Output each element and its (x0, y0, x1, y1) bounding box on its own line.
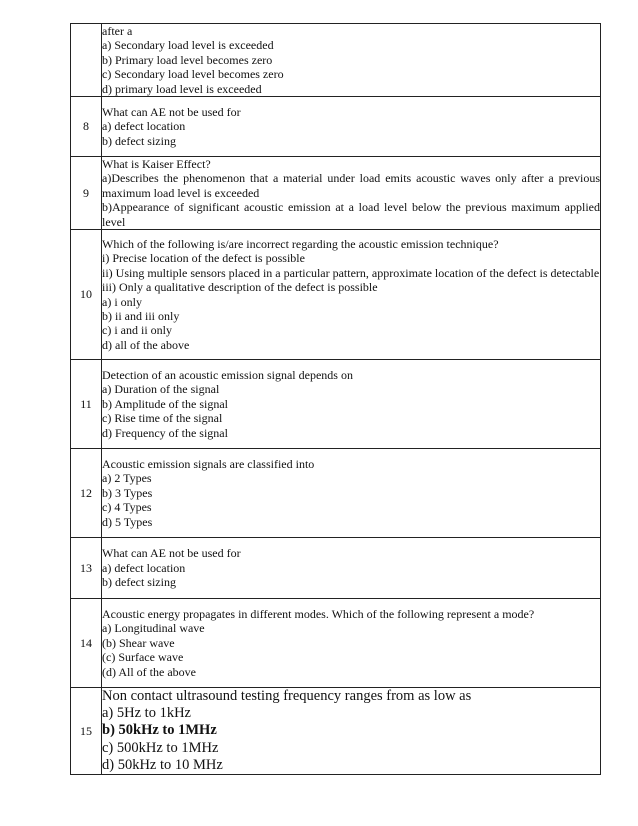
option-d: d) 50kHz to 10 MHz (102, 756, 223, 773)
question-text: Acoustic energy propagates in different modes. Which of the following represent a mode? (102, 607, 535, 622)
question-text: Acoustic emission signals are classified into (102, 457, 315, 472)
question-text: What is Kaiser Effect? (102, 157, 211, 172)
question-cell (102, 688, 601, 775)
table-row (71, 449, 601, 538)
option-c: c) i and ii only (102, 323, 172, 338)
question-number: 8 (71, 97, 102, 157)
question-number: 14 (71, 599, 102, 688)
option-b: b)Appearance of significant acoustic emission at a load level below the previous maximum applied level (102, 200, 600, 229)
option-b: b) 3 Types (102, 485, 153, 500)
table-row (71, 157, 601, 230)
question-table (70, 23, 601, 775)
question-number: 13 (71, 538, 102, 599)
option-a: a) Secondary load level is exceeded (102, 38, 274, 53)
option-b: (b) Shear wave (102, 635, 175, 650)
table-row (71, 599, 601, 688)
option-c: c) 500kHz to 1MHz (102, 739, 219, 756)
option-d: d) Frequency of the signal (102, 425, 228, 440)
option-a: a) 2 Types (102, 471, 152, 486)
table-row (71, 24, 601, 97)
statement-ii: ii) Using multiple sensors placed in a particular pattern, approximate location of the defect is detectable (102, 265, 600, 280)
question-cell (102, 449, 601, 538)
option-b: b) ii and iii only (102, 308, 180, 323)
option-c: c) Secondary load level becomes zero (102, 67, 284, 82)
question-number: 12 (71, 449, 102, 538)
statement-i: i) Precise location of the defect is possible (102, 251, 305, 266)
question-cell (102, 24, 601, 97)
statement-iii: iii) Only a qualitative description of the defect is possible (102, 280, 378, 295)
option-b: b) defect sizing (102, 575, 176, 590)
question-number: 15 (71, 688, 102, 775)
option-d: d) 5 Types (102, 514, 153, 529)
question-text: Detection of an acoustic emission signal depends on (102, 368, 353, 383)
option-a: a) Duration of the signal (102, 382, 220, 397)
option-a: a) i only (102, 294, 142, 309)
option-b: b) Amplitude of the signal (102, 396, 228, 411)
question-number: 11 (71, 360, 102, 449)
option-a: a)Describes the phenomenon that a material under load emits acoustic waves only after a previous maximum load level is exceeded (102, 171, 600, 200)
question-number (71, 24, 102, 97)
option-d: d) all of the above (102, 337, 190, 352)
option-a: a) defect location (102, 560, 186, 575)
question-cell (102, 599, 601, 688)
option-d: d) primary load level is exceeded (102, 81, 262, 96)
question-number: 10 (71, 230, 102, 360)
question-text: Which of the following is/are incorrect regarding the acoustic emission technique? (102, 236, 499, 251)
question-text: Non contact ultrasound testing frequency ranges from as low as (102, 688, 472, 705)
question-text: after a (102, 24, 133, 38)
table-row (71, 360, 601, 449)
table-row (71, 688, 601, 775)
option-a: a) defect location (102, 119, 186, 134)
question-text: What can AE not be used for (102, 104, 241, 119)
question-cell (102, 538, 601, 599)
option-d: (d) All of the above (102, 664, 196, 679)
option-b-answer: b) 50kHz to 1MHz (102, 722, 217, 739)
option-c: c) Rise time of the signal (102, 411, 223, 426)
question-cell (102, 360, 601, 449)
question-number: 9 (71, 157, 102, 230)
question-cell (102, 230, 601, 360)
option-a: a) 5Hz to 1kHz (102, 705, 191, 722)
option-c: c) 4 Types (102, 500, 152, 515)
question-cell (102, 157, 601, 230)
option-b: b) Primary load level becomes zero (102, 52, 273, 67)
table-row (71, 97, 601, 157)
table-row (71, 538, 601, 599)
option-b: b) defect sizing (102, 133, 176, 148)
option-a: a) Longitudinal wave (102, 621, 205, 636)
question-cell (102, 97, 601, 157)
question-text: What can AE not be used for (102, 546, 241, 561)
table-row (71, 230, 601, 360)
option-c: (c) Surface wave (102, 650, 184, 665)
